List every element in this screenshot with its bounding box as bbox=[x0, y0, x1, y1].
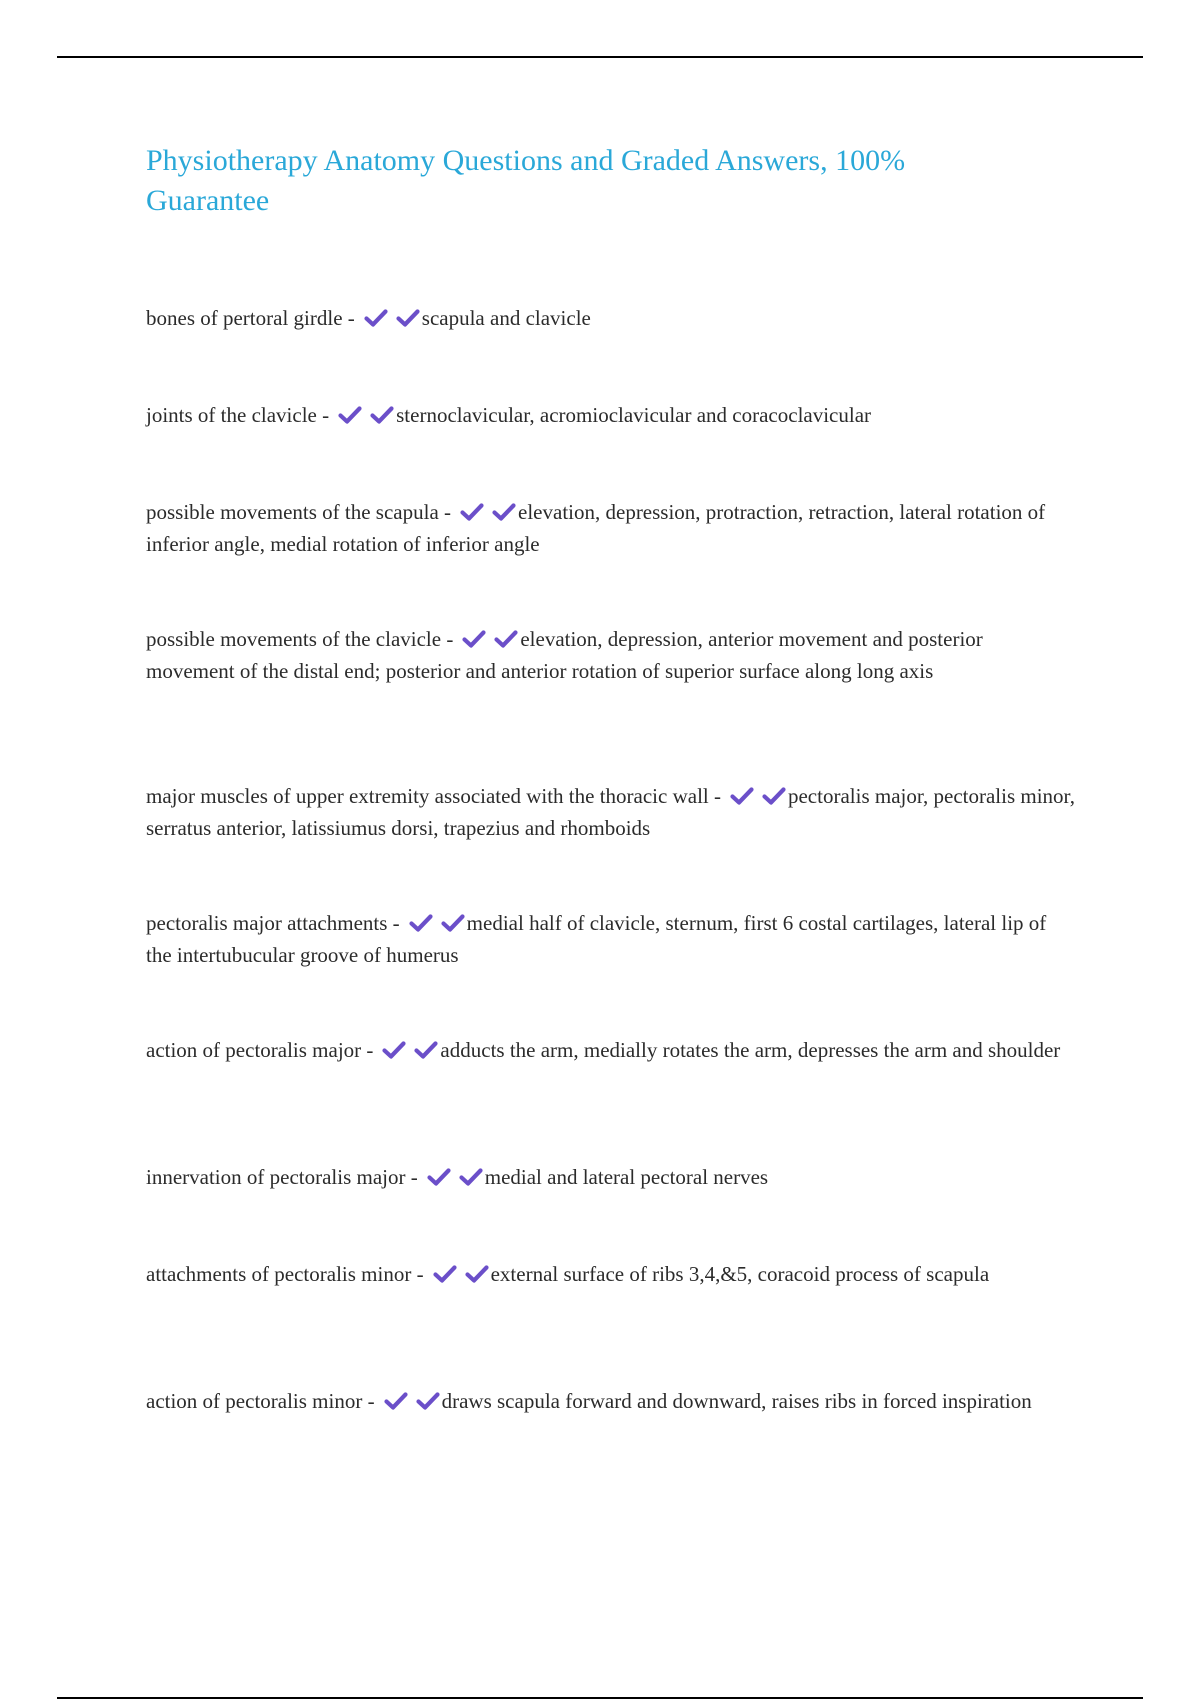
check-icon bbox=[460, 502, 484, 522]
answer-text: sternoclavicular, acromioclavicular and coracoclavicular bbox=[396, 403, 872, 427]
separator: - bbox=[444, 500, 452, 524]
qa-item bbox=[146, 1034, 1076, 1066]
qa-item bbox=[146, 623, 1076, 687]
qa-item bbox=[146, 1258, 1076, 1290]
answer-text: medial and lateral pectoral nerves bbox=[484, 1165, 769, 1189]
check-icon bbox=[492, 502, 516, 522]
answer-text: elevation, depression, anterior movement and posterior movement of the distal end; posterior and anterior rotation of superior surface along long axis bbox=[146, 627, 983, 683]
bottom-rule bbox=[57, 1697, 1143, 1699]
check-icon bbox=[370, 405, 394, 425]
check-icon bbox=[409, 913, 433, 933]
check-icon bbox=[338, 405, 362, 425]
answer-text: elevation, depression, protraction, retraction, lateral rotation of inferior angle, medial rotation of inferior angle bbox=[146, 500, 1046, 556]
separator: - bbox=[366, 1038, 374, 1062]
question-text: possible movements of the clavicle bbox=[146, 627, 442, 651]
check-icon bbox=[762, 786, 786, 806]
qa-item bbox=[146, 496, 1076, 560]
qa-item bbox=[146, 399, 1076, 431]
question-text: bones of pertoral girdle bbox=[146, 306, 343, 330]
separator: - bbox=[367, 1389, 375, 1413]
separator: - bbox=[347, 306, 355, 330]
top-rule bbox=[57, 56, 1143, 58]
check-icon bbox=[441, 913, 465, 933]
check-icon bbox=[459, 1167, 483, 1187]
check-icon bbox=[396, 308, 420, 328]
separator: - bbox=[392, 911, 400, 935]
qa-item bbox=[146, 302, 1076, 334]
qa-item bbox=[146, 907, 1076, 971]
qa-item bbox=[146, 1161, 1076, 1193]
question-text: joints of the clavicle bbox=[146, 403, 317, 427]
check-icon bbox=[364, 308, 388, 328]
question-text: major muscles of upper extremity associated with the thoracic wall bbox=[146, 784, 709, 808]
check-icon bbox=[416, 1391, 440, 1411]
separator: - bbox=[713, 784, 721, 808]
separator: - bbox=[446, 627, 454, 651]
question-text: action of pectoralis major bbox=[146, 1038, 362, 1062]
check-icon bbox=[433, 1264, 457, 1284]
check-icon bbox=[465, 1264, 489, 1284]
question-text: innervation of pectoralis major bbox=[146, 1165, 406, 1189]
question-text: possible movements of the scapula bbox=[146, 500, 439, 524]
answer-text: external surface of ribs 3,4,&5, coracoid process of scapula bbox=[490, 1262, 990, 1286]
qa-item bbox=[146, 780, 1076, 844]
check-icon bbox=[384, 1391, 408, 1411]
separator: - bbox=[322, 403, 330, 427]
qa-item bbox=[146, 1385, 1076, 1417]
check-icon bbox=[427, 1167, 451, 1187]
answer-text: adducts the arm, medially rotates the arm, depresses the arm and shoulder bbox=[440, 1038, 1061, 1062]
check-icon bbox=[382, 1040, 406, 1060]
check-icon bbox=[494, 629, 518, 649]
check-icon bbox=[414, 1040, 438, 1060]
separator: - bbox=[410, 1165, 418, 1189]
answer-text: medial half of clavicle, sternum, first 6 costal cartilages, lateral lip of the intertubucular groove of humerus bbox=[146, 911, 1047, 967]
check-icon bbox=[462, 629, 486, 649]
answer-text: scapula and clavicle bbox=[421, 306, 591, 330]
answer-text: draws scapula forward and downward, raises ribs in forced inspiration bbox=[441, 1389, 1032, 1413]
document-title: Physiotherapy Anatomy Questions and Graded Answers, 100% Guarantee bbox=[146, 144, 906, 217]
separator: - bbox=[416, 1262, 424, 1286]
question-text: action of pectoralis minor bbox=[146, 1389, 363, 1413]
question-text: attachments of pectoralis minor bbox=[146, 1262, 412, 1286]
question-text: pectoralis major attachments bbox=[146, 911, 388, 935]
check-icon bbox=[730, 786, 754, 806]
answer-text: pectoralis major, pectoralis minor, serratus anterior, latissiumus dorsi, trapezius and rhomboids bbox=[146, 784, 1075, 840]
